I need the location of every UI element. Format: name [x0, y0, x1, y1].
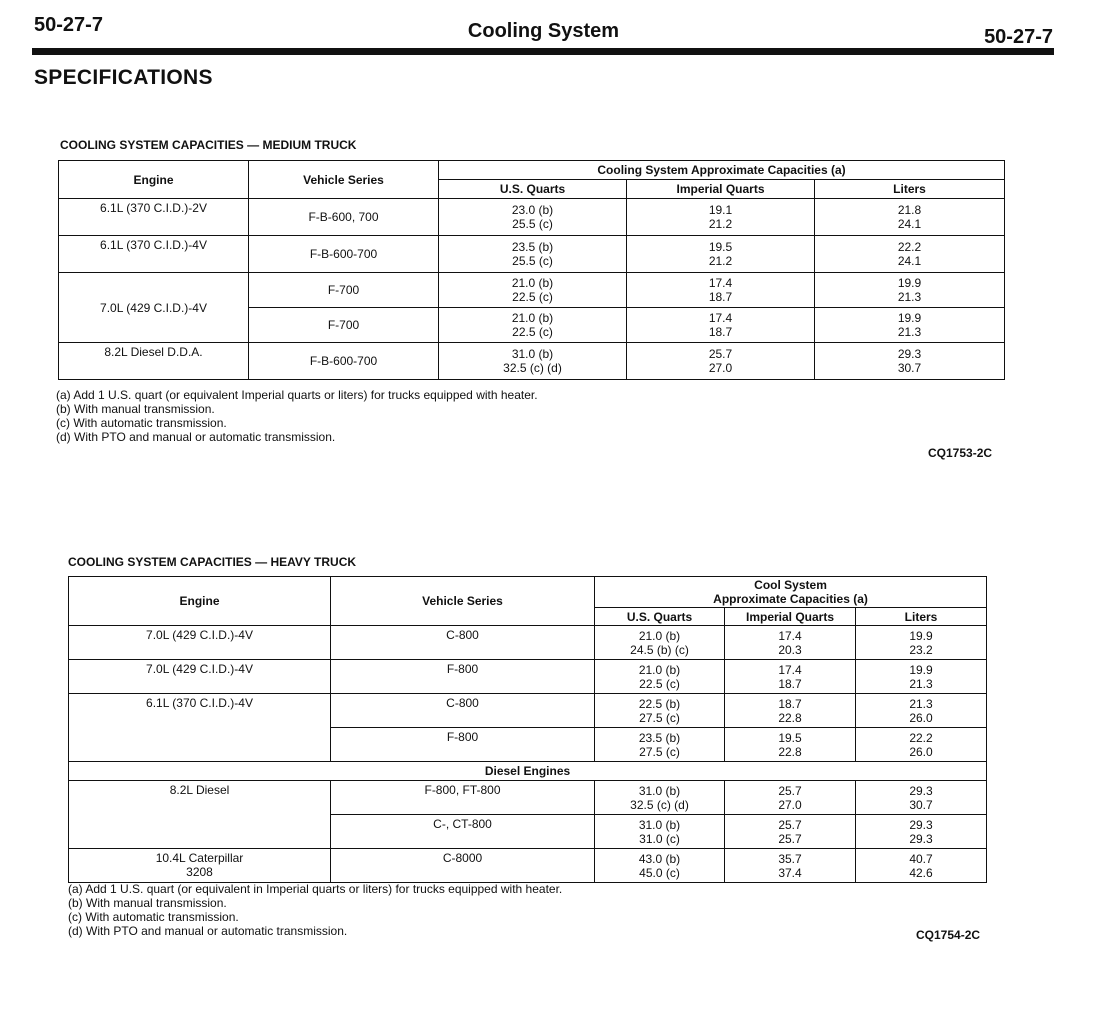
medium-footnotes [56, 388, 538, 444]
series-cell: C-800 [331, 626, 595, 660]
series-cell: C-, CT-800 [331, 815, 595, 849]
us-quarts-cell: 21.0 (b) 22.5 (c) [439, 308, 627, 343]
series-cell: F-800 [331, 728, 595, 762]
col-capacities-group: Cool System Approximate Capacities (a) [595, 577, 987, 608]
series-cell: F-700 [249, 273, 439, 308]
engine-cell: 6.1L (370 C.I.D.)-4V [69, 694, 331, 762]
imperial-quarts-cell: 25.7 27.0 [627, 343, 815, 380]
col-us-quarts: U.S. Quarts [439, 180, 627, 199]
medium-truck-table [58, 160, 1005, 380]
col-imperial-quarts: Imperial Quarts [627, 180, 815, 199]
col-vehicle-series: Vehicle Series [331, 577, 595, 626]
liters-cell: 29.3 30.7 [815, 343, 1005, 380]
table-row [69, 849, 987, 883]
imperial-quarts-cell: 25.7 27.0 [725, 781, 856, 815]
imperial-quarts-cell: 19.1 21.2 [627, 199, 815, 236]
figure-code: CQ1754-2C [916, 928, 981, 942]
liters-cell: 22.2 26.0 [856, 728, 987, 762]
liters-cell: 21.3 26.0 [856, 694, 987, 728]
table-row [69, 694, 987, 728]
liters-cell: 19.9 21.3 [815, 308, 1005, 343]
imperial-quarts-cell: 35.7 37.4 [725, 849, 856, 883]
heavy-footnotes [68, 882, 562, 938]
col-us-quarts: U.S. Quarts [595, 608, 725, 626]
engine-cell: 10.4L Caterpillar 3208 [69, 849, 331, 883]
table-row [69, 660, 987, 694]
footnote: (d) With PTO and manual or automatic transmission. [68, 924, 348, 938]
col-engine: Engine [69, 577, 331, 626]
footnote: (a) Add 1 U.S. quart (or equivalent Imperial quarts or liters) for trucks equipped with heater. [56, 388, 538, 402]
imperial-quarts-cell: 19.5 21.2 [627, 236, 815, 273]
imperial-quarts-cell: 19.5 22.8 [725, 728, 856, 762]
col-liters: Liters [856, 608, 987, 626]
liters-cell: 19.9 21.3 [815, 273, 1005, 308]
diesel-engines-label: Diesel Engines [69, 762, 987, 781]
imperial-quarts-cell: 25.7 25.7 [725, 815, 856, 849]
col-capacities-group: Cooling System Approximate Capacities (a) [439, 161, 1005, 180]
engine-cell: 7.0L (429 C.I.D.)-4V [69, 660, 331, 694]
chapter-title: Cooling System [467, 20, 620, 42]
liters-cell: 19.9 23.2 [856, 626, 987, 660]
us-quarts-cell: 31.0 (b) 32.5 (c) (d) [595, 781, 725, 815]
section-row [69, 762, 987, 781]
series-cell: F-B-600-700 [249, 236, 439, 273]
series-cell: F-B-600-700 [249, 343, 439, 380]
footnote: (c) With automatic transmission. [56, 416, 227, 430]
table-row [59, 199, 1005, 236]
footnote: (d) With PTO and manual or automatic transmission. [56, 430, 336, 444]
us-quarts-cell: 21.0 (b) 22.5 (c) [595, 660, 725, 694]
imperial-quarts-cell: 17.4 18.7 [627, 308, 815, 343]
liters-cell: 40.7 42.6 [856, 849, 987, 883]
table-row [59, 273, 1005, 308]
engine-cell: 8.2L Diesel D.D.A. [59, 343, 249, 380]
us-quarts-cell: 23.0 (b) 25.5 (c) [439, 199, 627, 236]
col-vehicle-series: Vehicle Series [249, 161, 439, 199]
engine-cell: 8.2L Diesel [69, 781, 331, 849]
footnote: (b) With manual transmission. [68, 896, 227, 910]
series-cell: C-8000 [331, 849, 595, 883]
header-rule [32, 48, 1054, 55]
page-number-left: 50-27-7 [34, 14, 103, 36]
liters-cell: 21.8 24.1 [815, 199, 1005, 236]
us-quarts-cell: 23.5 (b) 27.5 (c) [595, 728, 725, 762]
footnote: (a) Add 1 U.S. quart (or equivalent in Imperial quarts or liters) for trucks equipped with heater. [68, 882, 563, 896]
us-quarts-cell: 31.0 (b) 31.0 (c) [595, 815, 725, 849]
footnote: (c) With automatic transmission. [68, 910, 239, 924]
col-engine: Engine [59, 161, 249, 199]
series-cell: F-700 [249, 308, 439, 343]
imperial-quarts-cell: 17.4 20.3 [725, 626, 856, 660]
engine-cell: 6.1L (370 C.I.D.)-2V [59, 199, 249, 236]
heavy-truck-table [68, 576, 987, 883]
heavy-table-title: COOLING SYSTEM CAPACITIES — HEAVY TRUCK [68, 555, 357, 569]
us-quarts-cell: 43.0 (b) 45.0 (c) [595, 849, 725, 883]
engine-cell: 7.0L (429 C.I.D.)-4V [69, 626, 331, 660]
engine-cell: 6.1L (370 C.I.D.)-4V [59, 236, 249, 273]
liters-cell: 29.3 30.7 [856, 781, 987, 815]
page-number-right: 50-27-7 [984, 26, 1053, 48]
table-row [59, 236, 1005, 273]
header-row [69, 577, 987, 608]
series-cell: F-800 [331, 660, 595, 694]
series-cell: C-800 [331, 694, 595, 728]
table-row [69, 781, 987, 815]
us-quarts-cell: 31.0 (b) 32.5 (c) (d) [439, 343, 627, 380]
us-quarts-cell: 21.0 (b) 22.5 (c) [439, 273, 627, 308]
medium-table-title: COOLING SYSTEM CAPACITIES — MEDIUM TRUCK [60, 138, 357, 152]
col-imperial-quarts: Imperial Quarts [725, 608, 856, 626]
table-row [69, 626, 987, 660]
us-quarts-cell: 23.5 (b) 25.5 (c) [439, 236, 627, 273]
footnote: (b) With manual transmission. [56, 402, 215, 416]
liters-cell: 19.9 21.3 [856, 660, 987, 694]
section-title: SPECIFICATIONS [34, 66, 213, 89]
us-quarts-cell: 22.5 (b) 27.5 (c) [595, 694, 725, 728]
series-cell: F-B-600, 700 [249, 199, 439, 236]
imperial-quarts-cell: 17.4 18.7 [725, 660, 856, 694]
liters-cell: 29.3 29.3 [856, 815, 987, 849]
engine-cell: 7.0L (429 C.I.D.)-4V [59, 273, 249, 343]
header-row [59, 161, 1005, 180]
figure-code: CQ1753-2C [928, 446, 993, 460]
table-row [59, 343, 1005, 380]
col-liters: Liters [815, 180, 1005, 199]
us-quarts-cell: 21.0 (b) 24.5 (b) (c) [595, 626, 725, 660]
imperial-quarts-cell: 17.4 18.7 [627, 273, 815, 308]
series-cell: F-800, FT-800 [331, 781, 595, 815]
liters-cell: 22.2 24.1 [815, 236, 1005, 273]
imperial-quarts-cell: 18.7 22.8 [725, 694, 856, 728]
